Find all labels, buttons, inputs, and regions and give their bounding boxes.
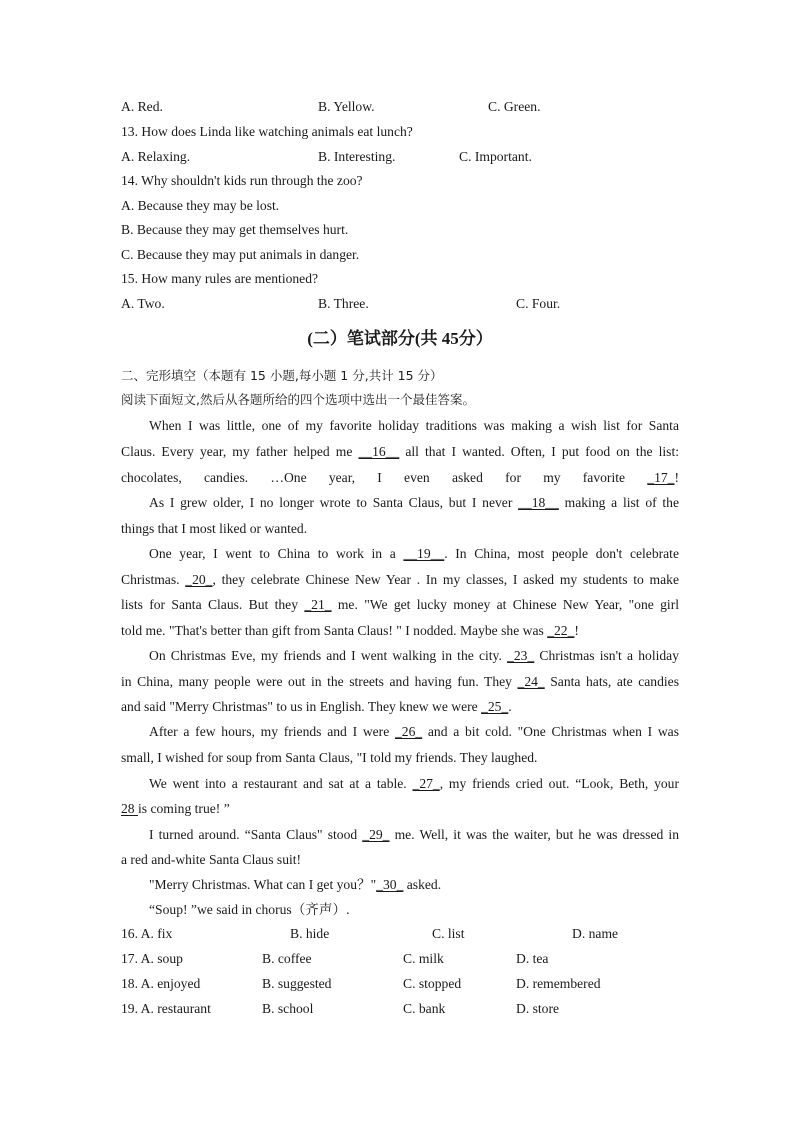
passage-line [121,466,679,490]
option-choice: D. tea [516,951,549,966]
option-a: A. Because they may be lost. [121,198,280,213]
q14-question [0,169,800,193]
cloze-instruction-text: 阅读下面短文,然后从各题所给的四个选项中选出一个最佳答案。 [121,392,475,407]
option-b: B. Interesting. [318,149,396,164]
passage-line [121,797,679,821]
passage-text: things that I most liked or wanted. [121,521,308,536]
question-text: 14. Why shouldn't kids run through the zoo? [121,173,363,188]
option-choice: 17. A. soup [121,951,183,966]
passage-text: me. "We get lucky money at Chinese New Year, "one girl [331,597,679,612]
option-choice: C. milk [403,951,444,966]
blank: _29_ [362,827,390,842]
blank: _26_ [394,724,423,739]
passage-text: I turned around. “Santa Claus" stood [149,827,363,842]
option-b: B. Because they may get themselves hurt. [121,222,349,237]
cloze-heading-text: 二、完形填空（本题有 15 小题,每小题 1 分,共计 15 分） [121,368,443,383]
option-c: C. Four. [516,296,561,311]
blank: _22_ [547,623,575,638]
option-c: C. Important. [459,149,532,164]
option-row [0,922,800,946]
passage-line [149,720,679,744]
passage-line [149,772,679,796]
passage-line [149,542,679,566]
option-a: A. Red. [121,99,163,114]
option-choice: D. store [516,1001,560,1016]
option-choice: B. hide [290,926,330,941]
option-choice: 16. A. fix [121,926,173,941]
option-a: A. Relaxing. [121,149,191,164]
q12-options [0,95,800,119]
passage-text: a red and-white Santa Claus suit! [121,852,302,867]
passage-text: Christmas isn't a holiday [534,648,679,663]
blank: _21_ [304,597,332,612]
blank: _24_ [517,674,545,689]
blank: _17_ [647,470,675,485]
option-choice: 19. A. restaurant [121,1001,211,1016]
passage-text: . In China, most people don't celebrate [444,546,679,561]
option-b: B. Yellow. [318,99,375,114]
passage-text: all that I wanted. Often, I put food on the list: [399,444,680,459]
passage-text: On Christmas Eve, my friends and I went walking in the city. [149,648,508,663]
blank: _20_ [185,572,213,587]
passage-text: small, I wished for soup from Santa Claus, "I told my friends. They laughed. [121,750,538,765]
passage-text: and a bit cold. "One Christmas when I was [422,724,679,739]
option-choice: D. name [572,926,619,941]
option-a: A. Two. [121,296,165,311]
passage-line [121,619,679,643]
passage-line [149,898,679,922]
passage-text: Santa hats, ate candies [544,674,679,689]
question-text: 15. How many rules are mentioned? [121,271,319,286]
passage-line [121,440,679,464]
passage-text: One year, I went to China to work in a [149,546,404,561]
option-c: C. Because they may put animals in danger. [121,247,360,262]
passage-text: chocolates, candies. …One year, I even asked for my favorite [121,470,648,485]
option-row [0,972,800,996]
q15-question [0,267,800,291]
passage-text: is coming true! ” [138,801,230,816]
passage-text: me. Well, it was the waiter, but he was dressed in [389,827,679,842]
q14-option-b [0,218,800,242]
passage-text: making a list of the [558,495,679,510]
q14-option-c [0,243,800,267]
option-c: C. Green. [488,99,541,114]
blank: _25_ [481,699,509,714]
question-text: 13. How does Linda like watching animals eat lunch? [121,124,413,139]
q13-options [0,145,800,169]
passage-line [121,670,679,694]
passage-text: "Merry Christmas. What can I get you？" [149,877,377,892]
blank: __18__ [518,495,559,510]
passage-text: We went into a restaurant and sat at a table. [149,776,413,791]
blank: __16__ [358,444,400,459]
passage-line [149,873,679,897]
passage-line [121,746,679,770]
option-choice: 18. A. enjoyed [121,976,201,991]
passage-line [121,568,679,592]
option-b: B. Three. [318,296,369,311]
passage-text: Claus. Every year, my father helped me [121,444,359,459]
option-choice: B. suggested [262,976,332,991]
passage-line [149,644,679,668]
passage-line [149,491,679,515]
passage-line [121,593,679,617]
passage-text: told me. "That's better than gift from Santa Claus! " I nodded. Maybe she was [121,623,548,638]
passage-line [121,695,679,719]
passage-text: As I grew older, I no longer wrote to Santa Claus, but I never [149,495,519,510]
passage-text: ! [574,623,579,638]
passage-text: in China, many people were out in the streets and having fun. They [121,674,518,689]
blank: _30_ [376,877,404,892]
cloze-heading [0,364,800,388]
q13-question [0,120,800,144]
passage-line [121,848,679,872]
passage-text: ! [674,470,679,485]
option-choice: C. stopped [403,976,462,991]
option-choice: D. remembered [516,976,601,991]
passage-text: and said "Merry Christmas" to us in English. They knew we were [121,699,482,714]
passage-text: After a few hours, my friends and I were [149,724,395,739]
passage-line [121,517,679,541]
section-title: (二）笔试部分(共 45分） [307,329,493,348]
passage-text: “Soup! ”we said in chorus（齐声）. [149,902,350,917]
blank: _23_ [507,648,535,663]
passage-text: lists for Santa Claus. But they [121,597,305,612]
passage-text: asked. [403,877,442,892]
passage-text: When I was little, one of my favorite holiday traditions was making a wish list for Santa [149,418,679,433]
q15-options [0,292,800,316]
passage-text: . [508,699,512,714]
passage-text: , they celebrate Chinese New Year . In my classes, I asked my students to make [212,572,679,587]
passage-line [149,414,679,438]
option-choice: C. bank [403,1001,446,1016]
blank: __19__ [403,546,445,561]
passage-text: , my friends cried out. “Look, Beth, your [439,776,680,791]
q14-option-a [0,194,800,218]
blank: _27_ [412,776,440,791]
option-choice: C. list [432,926,465,941]
blank: 28 [121,801,138,816]
option-row [0,997,800,1021]
passage-text: Christmas. [121,572,186,587]
cloze-instruction [0,388,800,412]
option-row [0,947,800,971]
option-choice: B. coffee [262,951,312,966]
passage-line [149,823,679,847]
option-choice: B. school [262,1001,314,1016]
